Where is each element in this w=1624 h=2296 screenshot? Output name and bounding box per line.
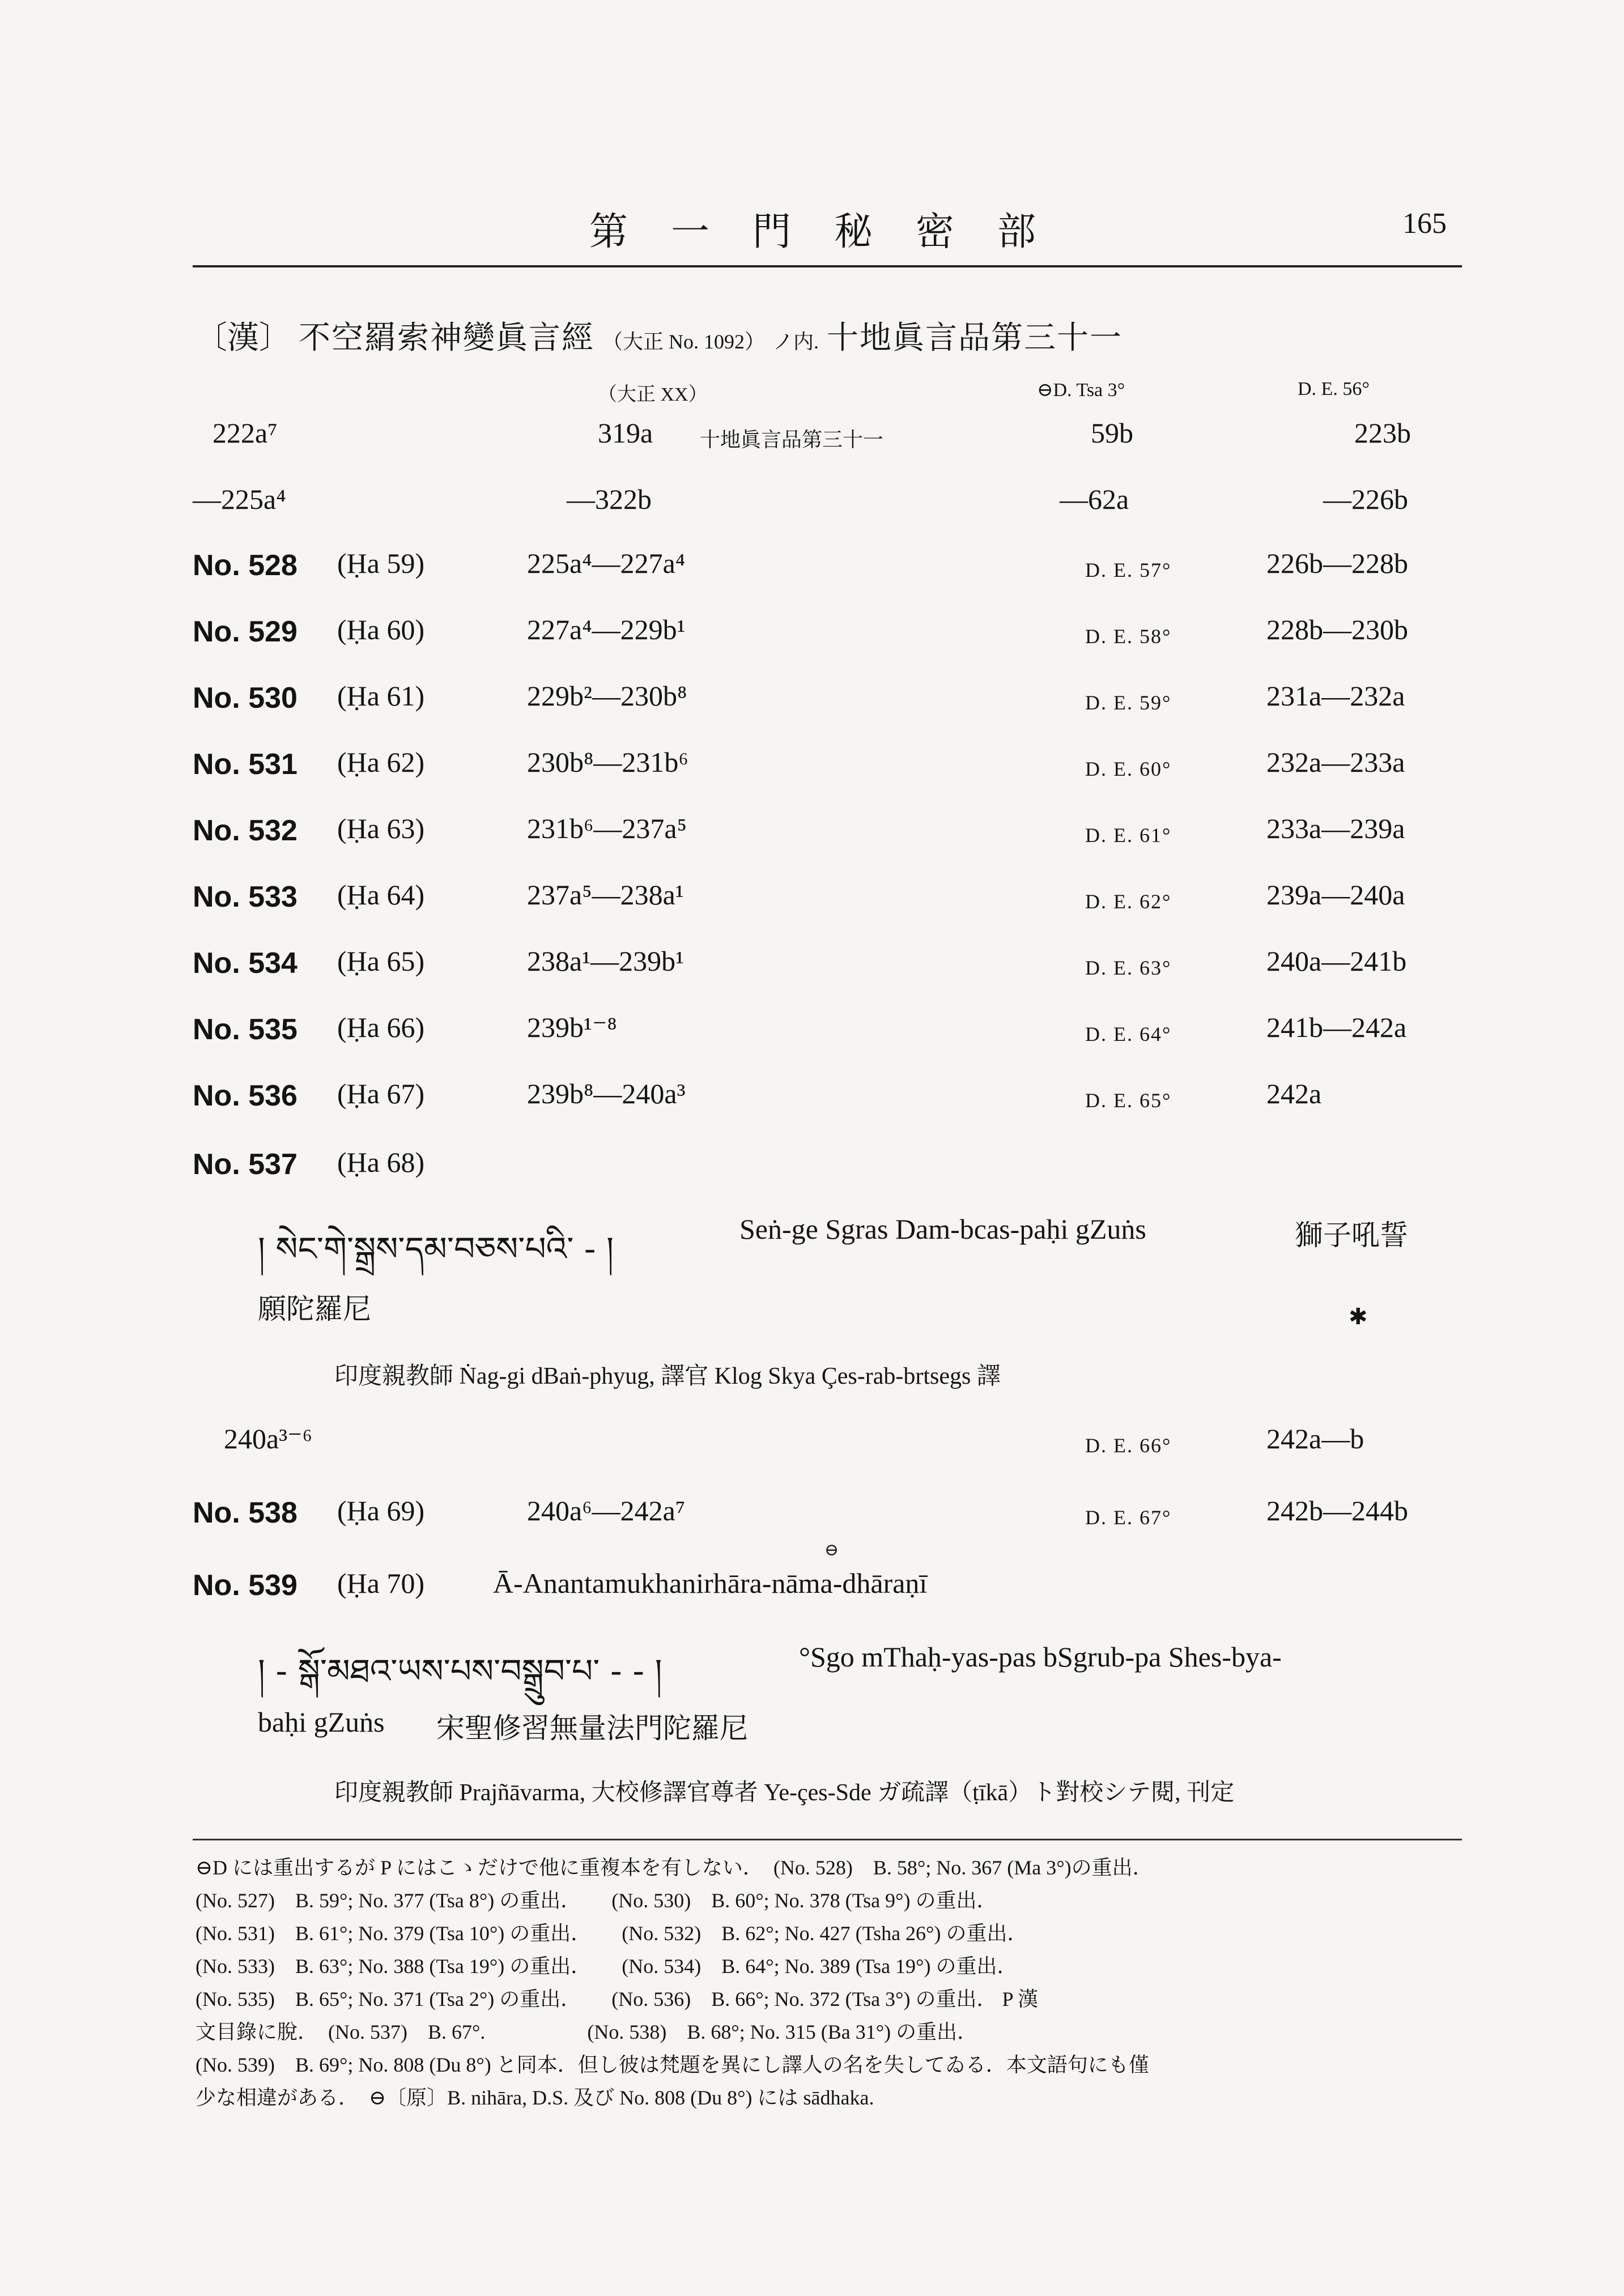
entry-pages: 239a—240a — [1266, 879, 1405, 911]
ref-row-1-a: 222a⁷ — [212, 417, 278, 449]
entry-538-no: No. 538 — [193, 1496, 297, 1529]
entry-539-translit-2: baḥi gZuṅs — [258, 1706, 385, 1738]
entry-539-chinese: 宋聖修習無量法門陀羅尼 — [436, 1712, 748, 1744]
chapter-name: 十地眞言品第三十一 — [827, 321, 1123, 356]
entry-range: 237a⁵—238a¹ — [527, 879, 684, 911]
entry-539-no: No. 539 — [193, 1569, 297, 1602]
entry-de: D. E. 59° — [1085, 691, 1172, 714]
entry-ha: (Ḥa 66) — [337, 1011, 425, 1043]
entry-539-mark: ⊖ — [824, 1541, 839, 1559]
title-suffix: ノ内. — [773, 330, 819, 353]
entry-ha: (Ḥa 63) — [337, 813, 425, 844]
entry-pages: 240a—241b — [1266, 945, 1407, 977]
entry-537-tibetan: ། སེང་གེ་སྒྲས་དམ་བཅས་པའི་ ‑ ། — [258, 1230, 614, 1268]
entry-537-no: No. 537 — [193, 1148, 297, 1181]
ref-row-1-d: 223b — [1354, 417, 1411, 449]
entry-de: D. E. 64° — [1085, 1023, 1172, 1045]
entry-range: 239b⁸—240a³ — [527, 1078, 686, 1109]
entry-538-range: 240a⁶—242a⁷ — [527, 1495, 686, 1527]
entry-537-ha: (Ḥa 68) — [337, 1146, 425, 1178]
entry-number: No. 528 — [193, 549, 297, 582]
entry-number: No. 534 — [193, 947, 297, 980]
entry-ha: (Ḥa 67) — [337, 1078, 425, 1109]
entry-538-pages: 242b—244b — [1266, 1495, 1408, 1527]
entry-pages: 242a — [1266, 1078, 1322, 1109]
entry-number: No. 535 — [193, 1013, 297, 1046]
entry-pages: 233a—239a — [1266, 813, 1405, 844]
entry-range: 230b⁸—231b⁶ — [527, 746, 688, 778]
ref-row-1-b: 319a — [598, 417, 653, 449]
entry-pages: 241b—242a — [1266, 1011, 1407, 1043]
entry-ha: (Ḥa 60) — [337, 614, 425, 645]
footnote-line: ⊖D には重出するが P にはこゝだけで他に重複本を有しない． (No. 528) B. 58°; No. 367 (Ma 3°)の重出． — [195, 1856, 1153, 1879]
entry-range: 231b⁶—237a⁵ — [527, 813, 687, 844]
entry-537-translators: 印度親教師 Ṅag-gi dBaṅ-phyug, 譯官 Klog Skya Çes-rab-brtsegs 譯 — [334, 1363, 1001, 1389]
ink-mark: ✱ — [1349, 1304, 1368, 1329]
entry-ha: (Ḥa 61) — [337, 680, 425, 712]
entry-pages: 226b—228b — [1266, 547, 1408, 579]
col-head-d-tsa: ⊖D. Tsa 3° — [1037, 380, 1125, 401]
chinese-bracket: 〔漢〕 — [195, 321, 291, 356]
entry-ha: (Ḥa 65) — [337, 945, 425, 977]
entry-537-chinese-2: 願陀羅尼 — [258, 1293, 371, 1325]
entry-de: D. E. 60° — [1085, 758, 1172, 780]
entry-number: No. 533 — [193, 881, 297, 913]
entry-range: 225a⁴—227a⁴ — [527, 547, 686, 579]
ref-row-2-c: —62a — [1060, 483, 1129, 515]
col-head-taisho: （大正 XX） — [598, 384, 708, 405]
footnote-line: (No. 531) B. 61°; No. 379 (Tsa 10°) の重出． (No. 532) B. 62°; No. 427 (Tsha 26°) の重出． — [195, 1922, 1028, 1945]
entry-range: 227a⁴—229b¹ — [527, 614, 686, 645]
entry-537-pages: 242a—b — [1266, 1423, 1364, 1455]
page-number: 165 — [1402, 207, 1447, 240]
footnote-line: (No. 535) B. 65°; No. 371 (Tsa 2°) の重出． (No. 536) B. 66°; No. 372 (Tsa 3°) の重出． P 漢 — [195, 1988, 1039, 2010]
footnote-line: 文目錄に脫． (No. 537) B. 67°. (No. 538) B. 68°; No. 315 (Ba 31°) の重出． — [195, 2021, 978, 2043]
entry-537-chinese: 獅子吼誓 — [1295, 1219, 1408, 1251]
header-rule — [193, 265, 1462, 267]
ref-row-1-c: 59b — [1091, 417, 1133, 449]
entry-539-ha: (Ḥa 70) — [337, 1567, 425, 1599]
entry-539-translators: 印度親教師 Prajñāvarma, 大校修譯官尊者 Ye-çes-Sde ガ疏譯（ṭīkā）ト對校シテ閱, 刊定 — [334, 1780, 1235, 1806]
entry-range: 238a¹—239b¹ — [527, 945, 685, 977]
ref-row-2-b: —322b — [567, 483, 652, 515]
entry-539-sanskrit: Ā-Anantamukhanirhāra-nāma-dhāraṇī — [493, 1567, 928, 1599]
footnote-line: (No. 539) B. 69°; No. 808 (Du 8°) と同本．但し彼は梵題を異にし譯人の名を失してゐる．本文語句にも僅 — [195, 2053, 1149, 2076]
entry-de: D. E. 61° — [1085, 824, 1172, 847]
footnote-rule — [193, 1839, 1462, 1840]
entry-538-de: D. E. 67° — [1085, 1506, 1172, 1529]
entry-de: D. E. 57° — [1085, 559, 1172, 581]
entry-de: D. E. 63° — [1085, 956, 1172, 979]
ref-row-2-d: —226b — [1323, 483, 1408, 515]
entry-number: No. 536 — [193, 1079, 297, 1112]
entry-538-ha: (Ḥa 69) — [337, 1495, 425, 1527]
entry-number: No. 532 — [193, 814, 297, 847]
sutra-name: 不空羂索神變眞言經 — [299, 321, 594, 356]
entry-537-range: 240a³⁻⁶ — [224, 1423, 313, 1455]
entry-pages: 231a—232a — [1266, 680, 1405, 712]
entry-537-de: D. E. 66° — [1085, 1434, 1172, 1457]
entry-539-translit: °Sgo mThaḥ-yas-pas bSgrub-pa Shes-bya- — [799, 1641, 1282, 1673]
ref-row-2-a: —225a⁴ — [193, 483, 286, 515]
entry-ha: (Ḥa 62) — [337, 746, 425, 778]
entry-range: 239b¹⁻⁸ — [527, 1011, 617, 1043]
entry-pages: 228b—230b — [1266, 614, 1408, 645]
footnote-line: 少な相違がある． ⊖〔原〕B. nihāra, D.S. 及び No. 808 (Du 8°) には sādhaka. — [195, 2086, 874, 2109]
entry-de: D. E. 58° — [1085, 625, 1172, 648]
footnote-line: (No. 533) B. 63°; No. 388 (Tsa 19°) の重出． (No. 534) B. 64°; No. 389 (Tsa 19°) の重出． — [195, 1955, 1018, 1978]
entry-ha: (Ḥa 59) — [337, 547, 425, 579]
col-head-de: D. E. 56° — [1298, 379, 1370, 399]
entry-539-tibetan: ། ‑ སྒོ་མཐའ་ཡས་པས་བསྒྲུབ་པ་ ‑ ‑ ། — [258, 1652, 662, 1690]
entry-537-translit: Seṅ-ge Sgras Dam-bcas-paḥi gZuṅs — [739, 1213, 1146, 1245]
entry-de: D. E. 65° — [1085, 1089, 1172, 1112]
entry-de: D. E. 62° — [1085, 890, 1172, 913]
entry-pages: 232a—233a — [1266, 746, 1405, 778]
entry-number: No. 530 — [193, 682, 297, 715]
chinese-title-line — [195, 313, 1123, 358]
running-header-title: 第一門秘密部 — [589, 210, 1079, 253]
footnote-line: (No. 527) B. 59°; No. 377 (Tsa 8°) の重出． (No. 530) B. 60°; No. 378 (Tsa 9°) の重出． — [195, 1889, 997, 1912]
taisho-ref: （大正 No. 1092） — [602, 330, 765, 353]
entry-number: No. 529 — [193, 615, 297, 648]
entry-number: No. 531 — [193, 748, 297, 781]
entry-range: 229b²—230b⁸ — [527, 680, 687, 712]
ref-row-1-b-note: 十地眞言品第三十一 — [700, 428, 884, 451]
entry-ha: (Ḥa 64) — [337, 879, 425, 911]
